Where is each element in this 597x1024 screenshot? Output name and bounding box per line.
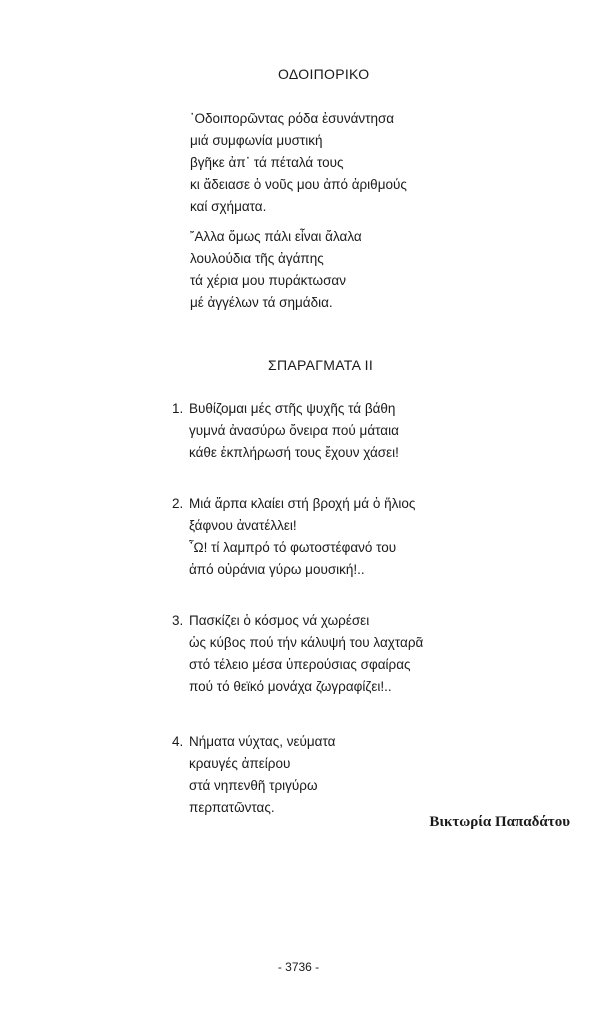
numbered-fragment xyxy=(172,493,415,581)
verse-line: Μιά ἅρπα κλαίει στή βροχή μά ὁ ἥλιος xyxy=(189,496,416,511)
fragment-number: 3. xyxy=(172,613,184,628)
stanza xyxy=(190,226,362,314)
author-name: Βικτωρία Παπαδάτου xyxy=(429,814,570,830)
fragment-number: 1. xyxy=(172,401,184,416)
verse-line: ῾Οδοιπορῶντας ρόδα ἐσυνάντησα xyxy=(190,111,395,126)
numbered-fragment xyxy=(172,731,335,819)
verse-line: λουλούδια τῆς ἀγάπης xyxy=(190,251,324,266)
verse-line: κάθε ἐκπλήρωσή τους ἔχουν χάσει! xyxy=(189,445,399,460)
verse-line: Βυθίζομαι μές στῆς ψυχῆς τά βάθη xyxy=(189,401,396,416)
verse-line: ξάφνου ἀνατέλλει! xyxy=(189,518,297,533)
verse-line: ὡς κύβος πού τήν κάλυψή του λαχταρᾶ xyxy=(189,635,424,650)
verse-line: στά νηπενθῆ τριγύρω xyxy=(189,778,318,793)
verse-line: γυμνά ἀνασύρω ὄνειρα πού μάταια xyxy=(189,423,399,438)
verse-line: μιά συμφωνία μυστική xyxy=(190,133,323,148)
stanza xyxy=(190,108,407,218)
numbered-fragment xyxy=(172,610,423,698)
verse-line: Πασκίζει ὁ κόσμος νά χωρέσει xyxy=(189,613,370,628)
verse-line: καί σχήματα. xyxy=(190,199,267,214)
verse-line: κραυγές ἀπείρου xyxy=(189,756,291,771)
verse-line: ῎Αλλα ὅμως πάλι εἶναι ἄλαλα xyxy=(190,229,362,244)
verse-line: πού τό θεϊκό μονάχα ζωγραφίζει!.. xyxy=(189,679,392,694)
fragment-number: 4. xyxy=(172,734,184,749)
fragment-number: 2. xyxy=(172,496,184,511)
verse-line: μέ ἀγγέλων τά σημάδια. xyxy=(190,295,333,310)
page-number: - 3736 - xyxy=(277,960,320,974)
poem-title: ΣΠΑΡΑΓΜΑΤΑ ΙΙ xyxy=(268,357,374,373)
numbered-fragment xyxy=(172,398,399,464)
poem-title: ΟΔΟΙΠΟΡΙΚΟ xyxy=(278,66,370,82)
verse-line: τά χέρια μου πυράκτωσαν xyxy=(190,273,346,288)
verse-line: βγῆκε ἀπ᾿ τά πέταλά τους xyxy=(190,155,344,170)
verse-line: ῏Ω! τί λαμπρό τό φωτοστέφανό του xyxy=(189,540,397,555)
verse-line: Νήματα νύχτας, νεύματα xyxy=(189,734,336,749)
verse-line: περπατῶντας. xyxy=(189,800,275,815)
verse-line: κι ἄδειασε ὁ νοῦς μου ἀπό ἀριθμούς xyxy=(190,177,407,192)
verse-line: στό τέλειο μέσα ὑπερούσιας σφαίρας xyxy=(189,657,411,672)
verse-line: ἀπό οὐράνια γύρω μουσική!.. xyxy=(189,562,365,577)
